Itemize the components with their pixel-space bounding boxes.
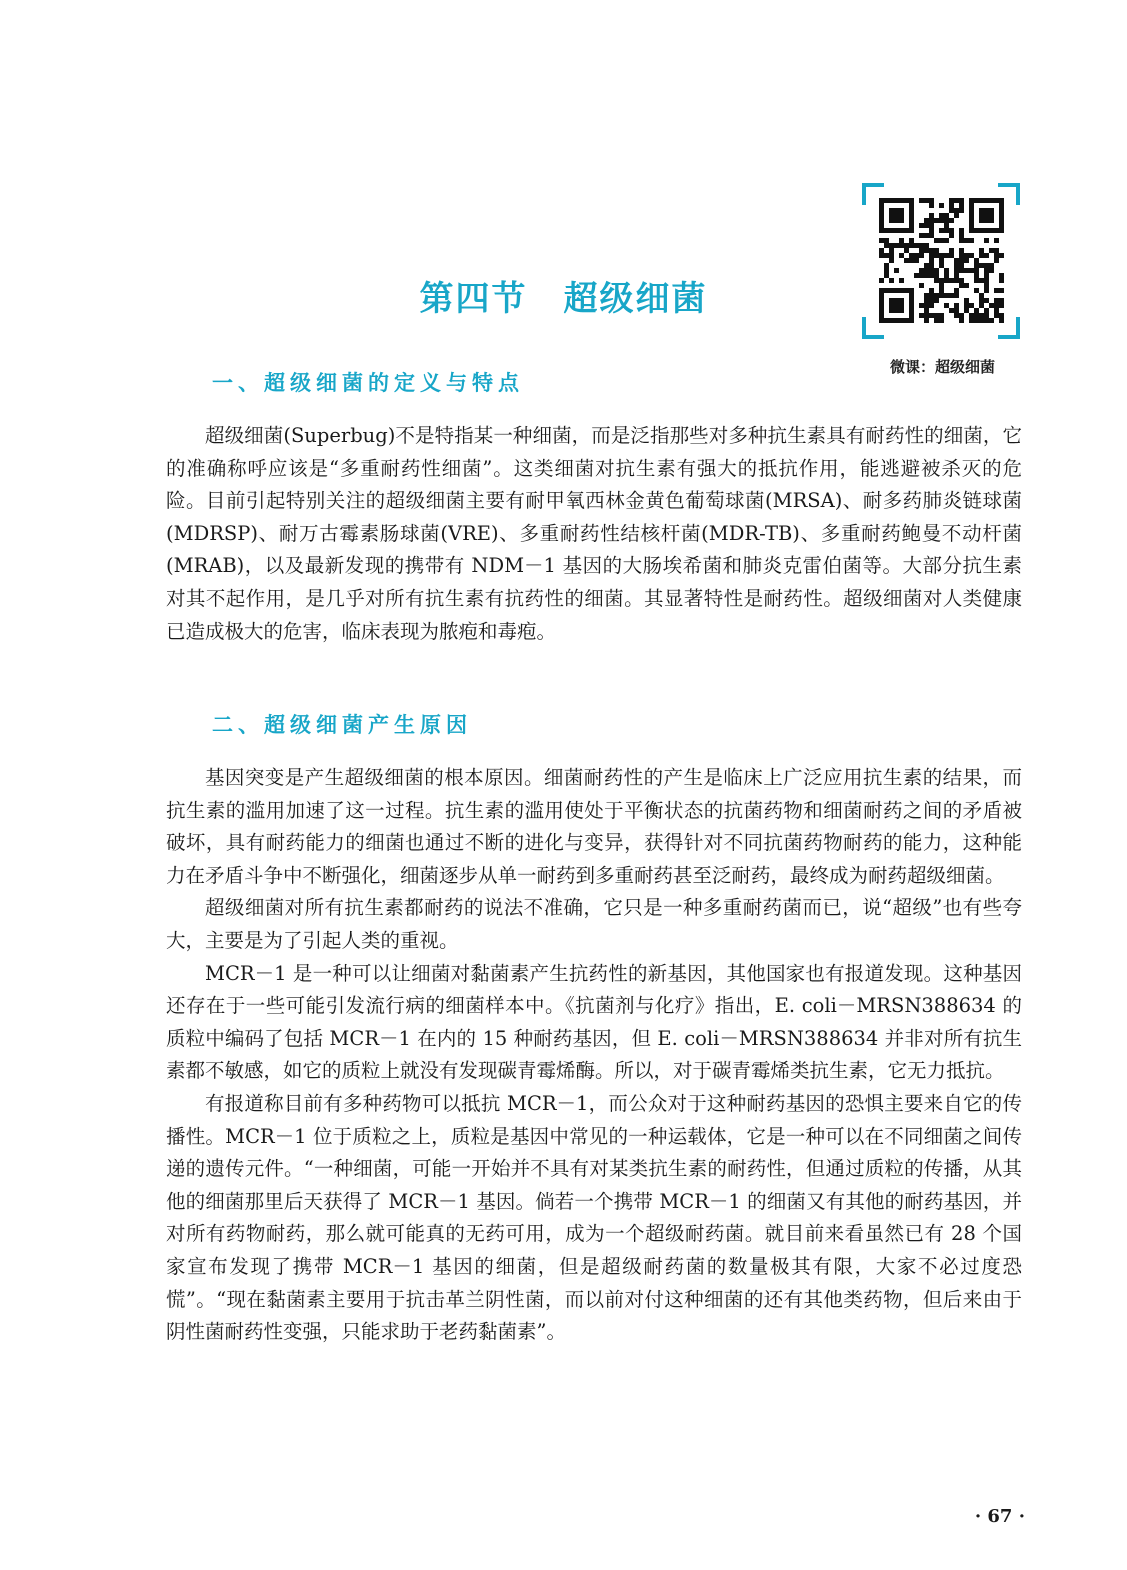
paragraph: 基因突变是产生超级细菌的根本原因。细菌耐药性的产生是临床上广泛应用抗生素的结果，而抗生素的滥用加速了这一过程。抗生素的滥用使处于平衡状态的抗菌药物和细菌耐药之间的矛盾被破坏，具有耐药能力的细菌也通过不断的进化与变异，获得针对不同抗菌药物耐药的能力，这种能力在矛盾斗争中不断强化，细菌逐步从单一耐药到多重耐药甚至泛耐药，最终成为耐药超级细菌。	[166, 766, 1022, 887]
paragraph: MCR－1 是一种可以让细菌对黏菌素产生抗药性的新基因，其他国家也有报道发现。这种基因还存在于一些可能引发流行病的细菌样本中。《抗菌剂与化疗》指出，E. coli－MRSN388634 的质粒中编码了包括 MCR－1 在内的 15 种耐药基因，但 E. coli－MRSN388634 并非对所有抗生素都不敏感，如它的质粒上就没有发现碳青霉烯酶。所以，对于碳青霉烯类抗生素，它无力抵抗。	[166, 961, 1022, 1083]
paragraph: 超级细菌对所有抗生素都耐药的说法不准确，它只是一种多重耐药菌而已，说“超级”也有些夸大，主要是为了引起人类的重视。	[166, 896, 1022, 952]
section-1-body	[166, 420, 1022, 648]
paragraph: 超级细菌(Superbug)不是特指某一种细菌，而是泛指那些对多种抗生素具有耐药性的细菌，它的准确称呼应该是“多重耐药性细菌”。这类细菌对抗生素有强大的抵抗作用，能逃避被杀灭的危险。目前引起特别关注的超级细菌主要有耐甲氧西林金黄色葡萄球菌(MRSA)、耐多药肺炎链球菌(MDRSP)、耐万古霉素肠球菌(VRE)、多重耐药性结核杆菌(MDR-TB)、多重耐药鲍曼不动杆菌(MRAB)，以及最新发现的携带有 NDM－1 基因的大肠埃希菌和肺炎克雷伯菌等。大部分抗生素对其不起作用，是几乎对所有抗生素有抗药性的细菌。其显著特性是耐药性。超级细菌对人类健康已造成极大的危害，临床表现为脓疱和毒疱。	[166, 424, 1022, 643]
section-heading-2: 二、超级细菌产生原因	[212, 713, 472, 737]
page-number: · 67 ·	[974, 1506, 1025, 1527]
qr-caption: 微课：超级细菌	[889, 358, 995, 376]
qr-code-icon	[862, 183, 1020, 339]
qr-code[interactable]	[862, 183, 1020, 339]
section-heading-1: 一、超级细菌的定义与特点	[212, 371, 524, 395]
paragraph: 有报道称目前有多种药物可以抵抗 MCR－1，而公众对于这种耐药基因的恐惧主要来自它的传播性。MCR－1 位于质粒之上，质粒是基因中常见的一种运载体，它是一种可以在不同细菌之间传递的遗传元件。“一种细菌，可能一开始并不具有对某类抗生素的耐药性，但通过质粒的传播，从其他的细菌那里后天获得了 MCR－1 基因。倘若一个携带 MCR－1 的细菌又有其他的耐药基因，并对所有药物耐药，那么就可能真的无药可用，成为一个超级耐药菌。就目前来看虽然已有 28 个国家宣布发现了携带 MCR－1 基因的细菌，但是超级耐药菌的数量极其有限，大家不必过度恐慌”。“现在黏菌素主要用于抗击革兰阴性菌，而以前对付这种细菌的还有其他类药物，但后来由于阴性菌耐药性变强，只能求助于老药黏菌素”。	[166, 1091, 1022, 1344]
section-2-body	[166, 762, 1022, 1349]
page-title: 第四节 超级细菌	[419, 278, 708, 319]
